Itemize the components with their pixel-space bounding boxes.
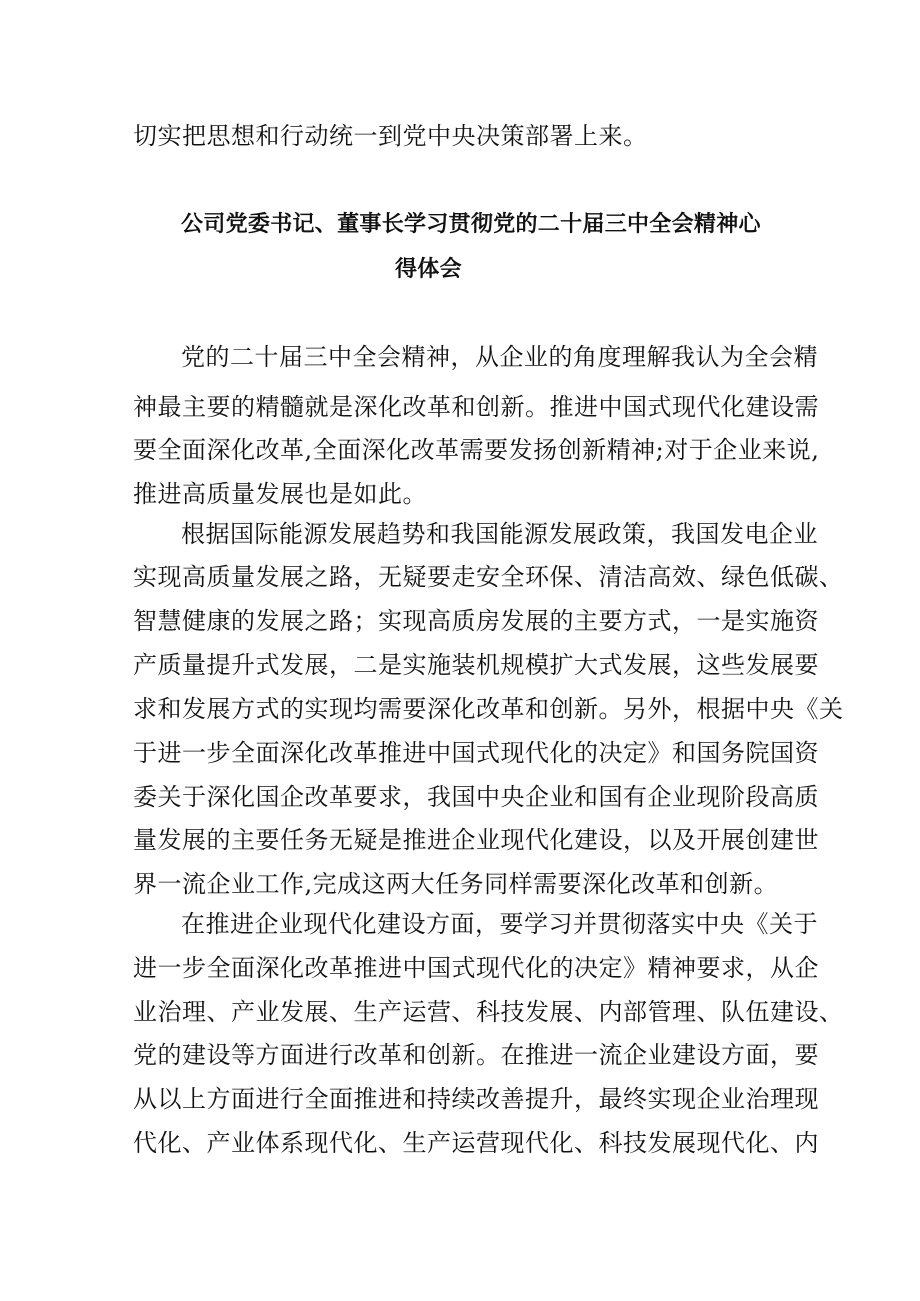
paragraph-1-line-3: 要全面深化改革,全面深化改革需要发扬创新精神;对于企业来说, [133,436,820,464]
document-title-line-2: 得体会 [395,257,462,282]
paragraph-2-line-1: 根据国际能源发展趋势和我国能源发展政策，我国发电企业 [181,520,818,548]
paragraph-1-line-2: 神最主要的精髓就是深化改革和创新。推进中国式现代化建设需 [133,393,819,421]
paragraph-2-line-6: 于进一步全面深化改革推进中国式现代化的决定》和国务院国资 [133,739,819,767]
lead-line: 切实把思想和行动统一到党中央决策部署上来。 [133,122,648,150]
paragraph-2-line-8: 量发展的主要任务无疑是推进企业现代化建设，以及开展创建世 [133,826,819,854]
paragraph-3-line-1: 在推进企业现代化建设方面，要学习并贯彻落实中央《关于 [181,910,818,938]
paragraph-3-line-4: 党的建设等方面进行改革和创新。在推进一流企业建设方面，要 [133,1041,819,1069]
document-title-line-1: 公司党委书记、董事长学习贯彻党的二十届三中全会精神心 [181,212,761,237]
paragraph-1-line-1: 党的二十届三中全会精神，从企业的角度理解我认为全会精 [181,343,818,371]
paragraph-2-line-3: 智慧健康的发展之路；实现高质房发展的主要方式，一是实施资 [133,607,819,635]
paragraph-2-line-7: 委关于深化国企改革要求，我国中央企业和国有企业现阶段高质 [133,783,819,811]
paragraph-2-line-4: 产质量提升式发展，二是实施装机规模扩大式发展，这些发展要 [133,651,819,679]
paragraph-3-line-5: 从以上方面进行全面推进和持续改善提升，最终实现企业治理现 [133,1085,819,1113]
paragraph-2-line-2: 实现高质量发展之路，无疑要走安全环保、清洁高效、绿色低碳、 [133,563,844,591]
paragraph-3-line-6: 代化、产业体系现代化、生产运营现代化、科技发展现代化、内 [133,1129,819,1157]
paragraph-3-line-3: 业治理、产业发展、生产运营、科技发展、内部管理、队伍建设、 [133,998,844,1026]
paragraph-1-line-4: 推进高质量发展也是如此。 [133,480,427,508]
paragraph-2-line-5: 求和发展方式的实现均需要深化改革和创新。另外，根据中央《关 [133,695,844,723]
paragraph-3-line-2: 进一步全面深化改革推进中国式现代化的决定》精神要求，从企 [133,954,819,982]
paragraph-2-line-9: 界一流企业工作,完成这两大任务同样需要深化改革和创新。 [133,870,779,898]
